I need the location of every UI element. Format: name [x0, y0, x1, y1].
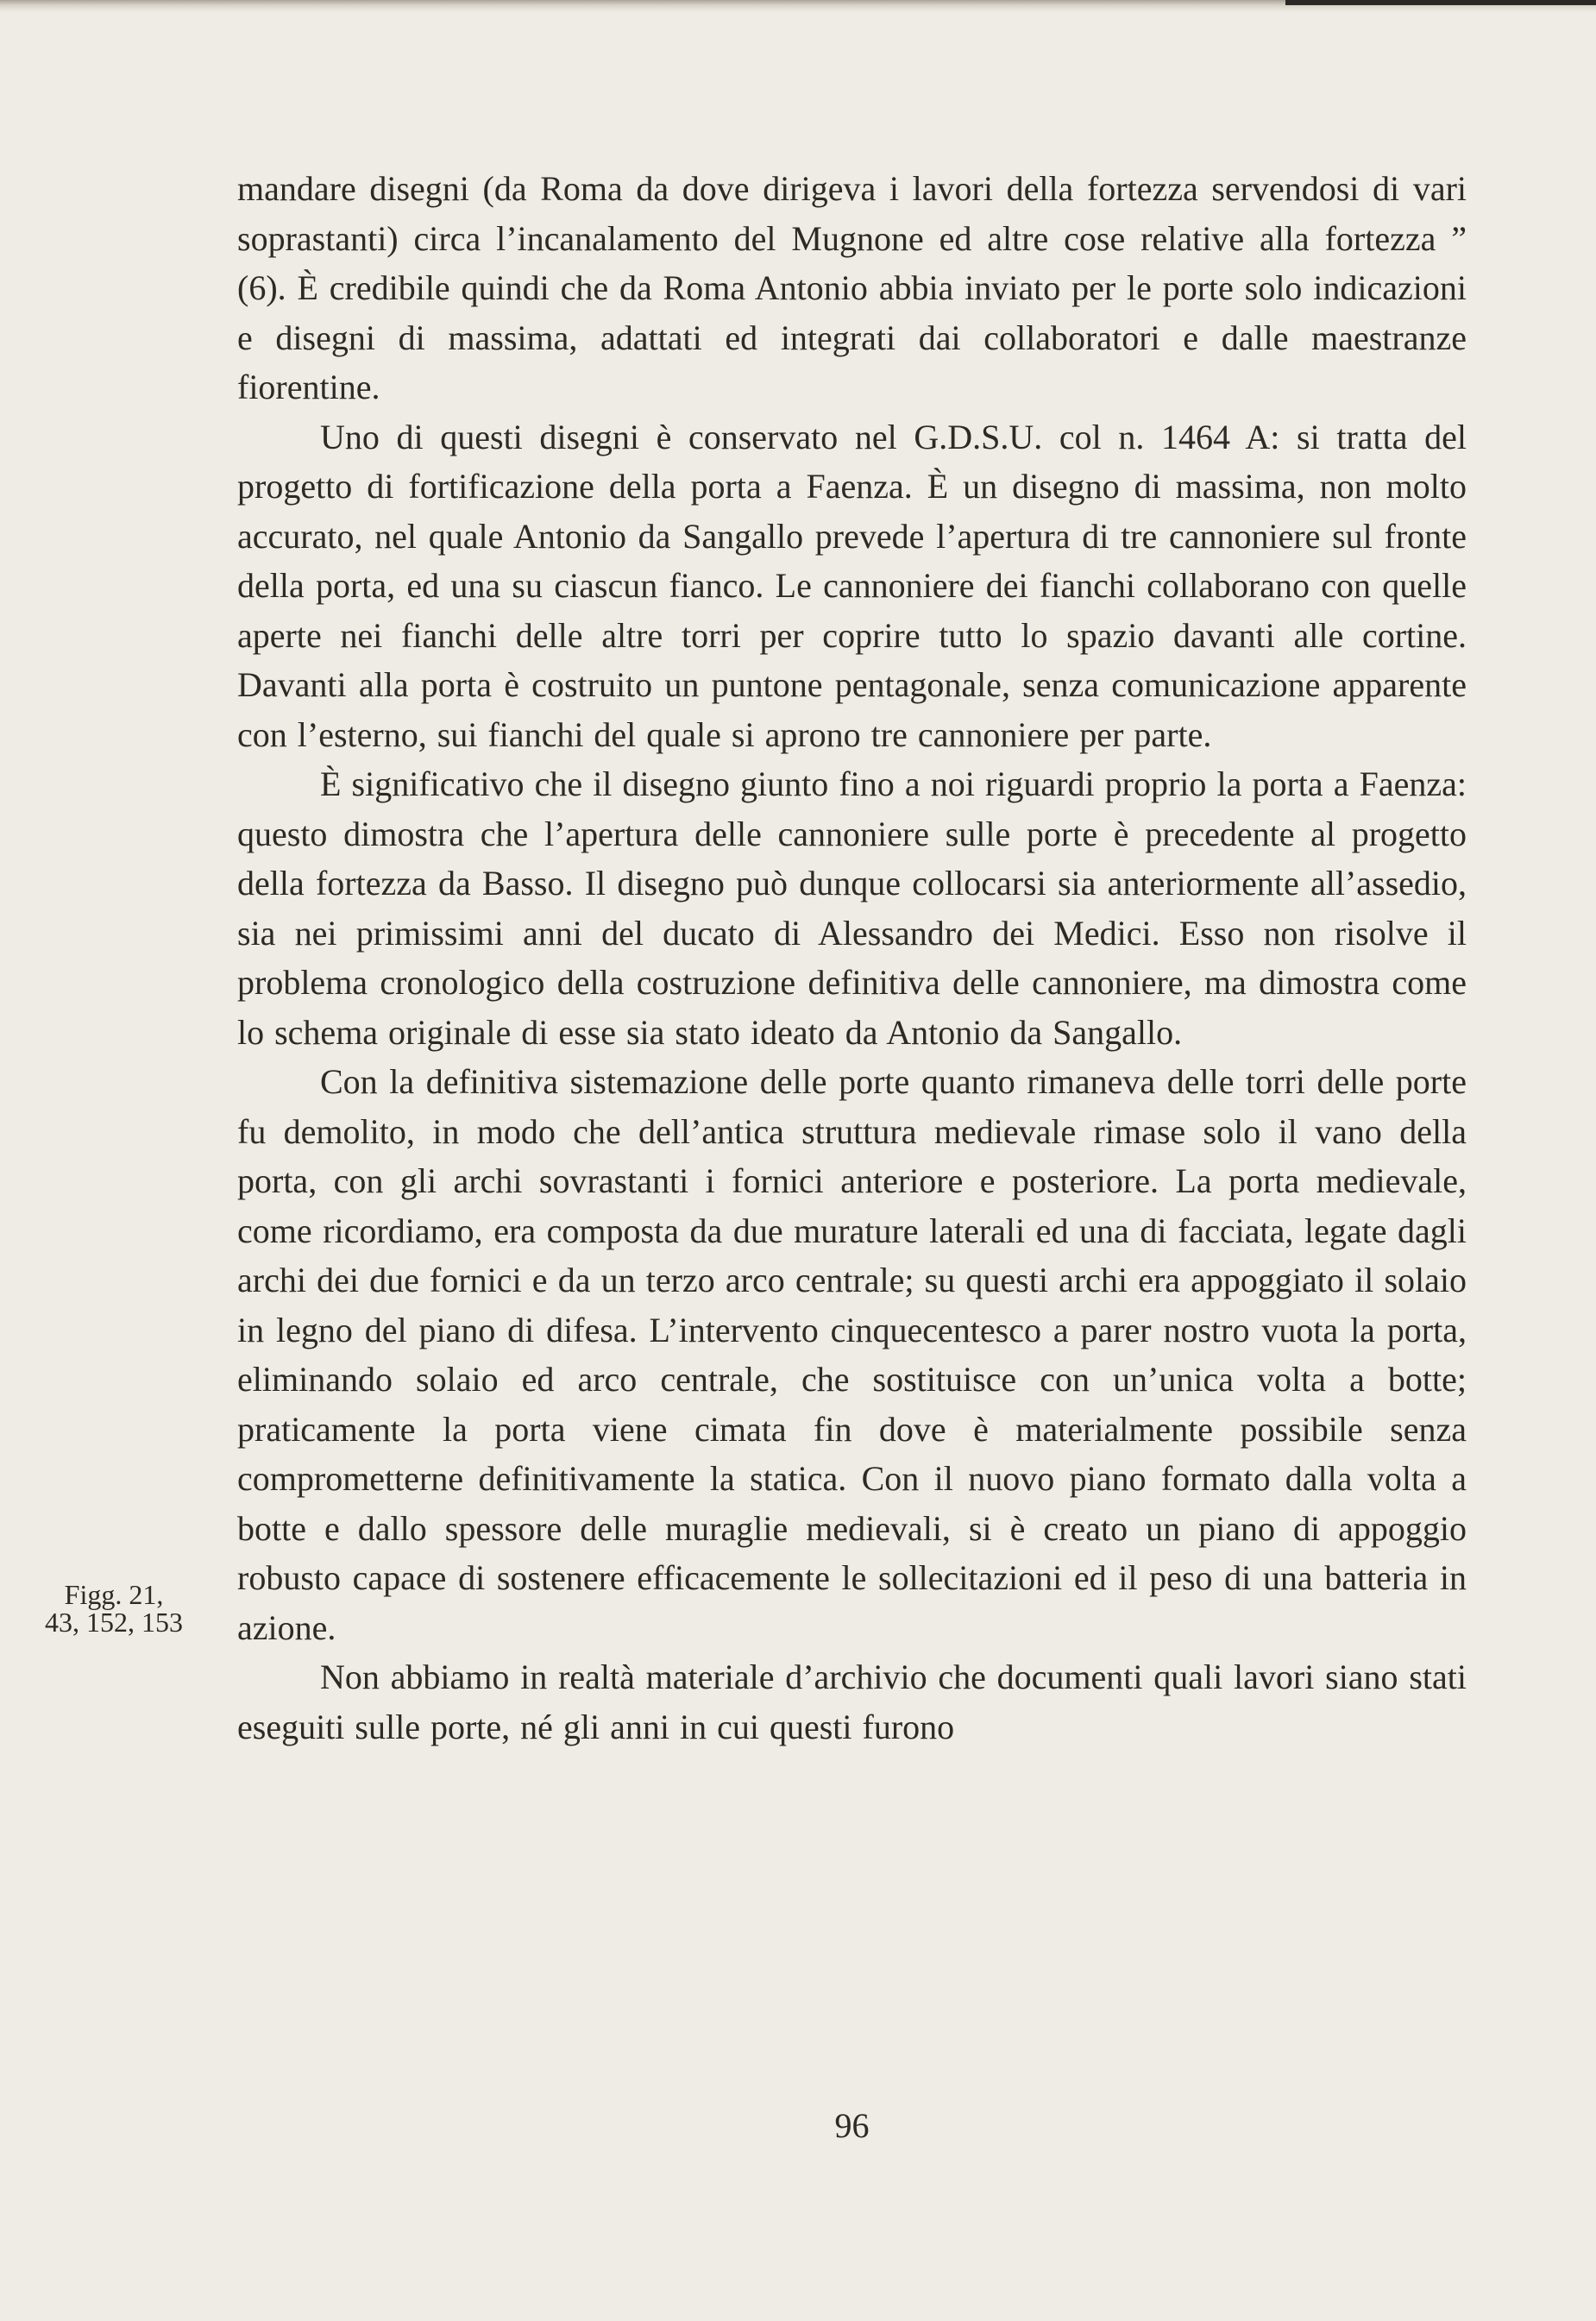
paragraph-5: Non abbiamo in realtà materiale d’archivio che documenti quali lavori siano stati eseguiti sulle porte, né gli anni in cui questi furono	[237, 1657, 1467, 1746]
page-number: 96	[834, 2106, 870, 2145]
body-text	[237, 164, 1467, 1752]
paragraph-2: Uno di questi disegni è conservato nel G.D.S.U. col n. 1464 A: si tratta del progetto di fortificazione della porta a Faenza. È un disegno di massima, non molto accurato, nel quale Antonio da Sangallo prevede l’apertura di tre cannoniere sul fronte della porta, ed una su ciascun fianco. Le cannoniere dei fianchi collaborano con quelle aperte nei fianchi delle altre torri per coprire tutto lo spazio davanti alle cortine. Davanti alla porta è costruito un puntone pentagonale, senza comunicazione apparente con l’esterno, sui fianchi del quale si aprono tre cannoniere per parte.	[237, 417, 1467, 754]
figure-reference-line-2: 43, 152, 153	[45, 1607, 183, 1638]
paragraph-1: mandare disegni (da Roma da dove dirigeva i lavori della fortezza servendosi di vari soprastanti) circa l’incanalamento del Mugnone ed altre cose relative alla fortezza ” (6). È credibile quindi che da Roma Antonio abbia inviato per le porte solo indicazioni e disegni di massima, adattati ed integrati dai collaboratori e dalle maestranze fiorentine.	[237, 169, 1467, 406]
paragraph-4: Con la definitiva sistemazione delle porte quanto rimaneva delle torri delle porte fu demolito, in modo che dell’antica struttura medievale rimase solo il vano della porta, con gli archi sovrastanti i fornici anteriore e posteriore. La porta medievale, come ricordiamo, era composta da due murature laterali ed una di facciata, legate dagli archi dei due fornici e da un terzo arco centrale; su questi archi era appoggiato il solaio in legno del piano di difesa. L’intervento cinquecentesco a parer nostro vuota la porta, eliminando solaio ed arco centrale, che sostituisce con un’unica volta a botte; praticamente la porta viene cimata fin dove è materialmente possibile senza comprometterne definitivamente la statica. Con il nuovo piano formato dalla volta a botte e dallo spessore delle muraglie medievali, si è creato un piano di appoggio robusto capace di sostenere efficacemente le sollecitazioni ed il peso di una batteria in azione.	[237, 1062, 1467, 1647]
figure-reference-line-1: Figg. 21,	[64, 1579, 164, 1610]
figure-reference-note	[28, 1581, 200, 1636]
paragraph-3: È significativo che il disegno giunto fino a noi riguardi proprio la porta a Faenza: questo dimostra che l’apertura delle cannoniere sulle porte è precedente al progetto della fortezza da Basso. Il disegno può dunque collocarsi sia anteriormente all’assedio, sia nei primissimi anni del ducato di Alessandro dei Medici. Esso non risolve il problema cronologico della costruzione definitiva delle cannoniere, ma dimostra come lo schema originale di esse sia stato ideato da Antonio da Sangallo.	[237, 764, 1467, 1052]
book-cover-edge	[1285, 0, 1596, 5]
